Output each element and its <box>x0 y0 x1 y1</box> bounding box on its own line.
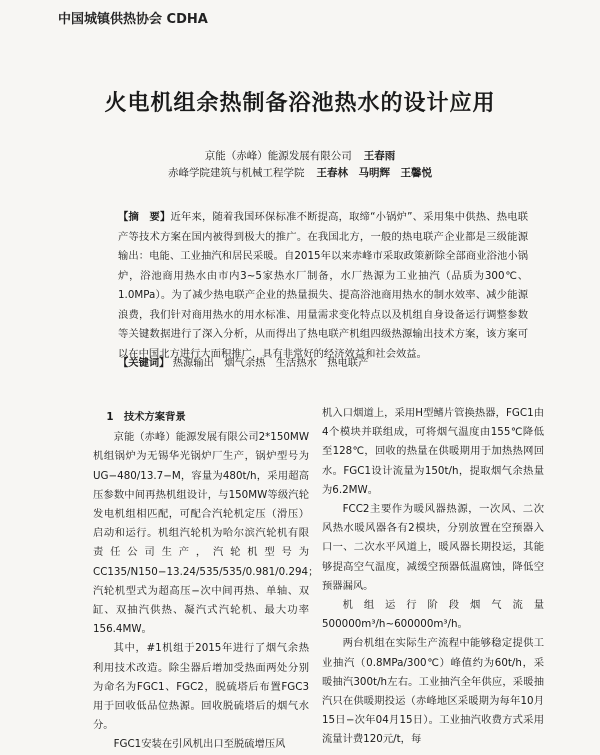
affiliation: 赤峰学院建筑与机械工程学院 <box>168 167 305 179</box>
author-block <box>0 148 600 182</box>
abstract-label: 【摘 要】 <box>118 211 171 223</box>
body-paragraph: FCC2主要作为暖风器热源，一次风、二次风热水暖风器各有2模块，分别放置在空预器入口一、二次水平风道上，暖风器长期投运，其能够提高空气温度，减缓空预器低温腐蚀，降低空预器漏风。 <box>322 503 544 592</box>
author-names: 王春林 马明辉 王馨悦 <box>316 167 432 179</box>
keywords-text: 热源输出 烟气余热 生活热水 热电联产 <box>172 357 369 369</box>
body-column-left <box>93 408 319 755</box>
author-names: 王春雨 <box>363 150 396 162</box>
body-paragraph: FGC1安装在引风机出口至脱硫增压风 <box>113 738 286 751</box>
body-paragraph: 机组运行阶段烟气流量500000m³/h~600000m³/h。 <box>322 599 544 631</box>
abstract-text: 近年来，随着我国环保标准不断提高，取缔“小锅炉”、采用集中供热、热电联产等技术方案在国内被得到极大的推广。在我国北方，一般的热电联产企业都是三级能源输出：电能、工业抽汽和居民采暖。自2015年以来赤峰市采取政策新除全部商业浴池小锅炉，浴池商用热水由市内3~5家热水厂制备，水厂热源为工业抽汽（品质为300℃、1.0MPa）。为了减少热电联产企业的热量损失、提高浴池商用热水的制水效率、减少能源浪费，我们针对商用热水的用水标准、用量需求变化特点以及机组自身设备运行调整参数等关键数据进行了深入分析，从而得出了热电联产机组四级热源输出技术方案，该方案可以在中国北方进行大面积推广，具有非常好的经济效益和社会效益。 <box>118 211 529 360</box>
author-line <box>0 165 600 182</box>
body-paragraph: 两台机组在实际生产流程中能够稳定提供工业抽汽（0.8MPa/300℃）峰值约为60t/h，采暖抽汽300t/h左右。工业抽汽全年供应，采暖抽汽只在供暖期投运（赤峰地区采暖期为每年10月15日−次年04月15日）。工业抽汽收费方式采用流量计费120元/t，每 <box>322 637 544 746</box>
abstract <box>118 208 528 364</box>
keywords <box>118 354 528 372</box>
author-line <box>0 148 600 165</box>
keywords-label: 【关键词】 <box>118 357 170 369</box>
body-paragraph: 京能（赤峰）能源发展有限公司2*150MW机组锅炉为无锡华光锅炉厂生产，锅炉型号为UG−480/13.7−M，容量为480t/h，采用超高压参数中间再热机组设计，与150MW等级汽轮发电机组相匹配，可配合汽轮机定压（滑压）启动和运行。机组汽轮机为哈尔滨汽轮机有限责任公司生产，汽轮机型号为CC135/N150−13.24/535/535/0.981/0.294；汽轮机型式为超高压−次中间再热、单轴、双缸、双抽汽供热、凝汽式汽轮机、最大功率156.4MW。 <box>93 431 319 636</box>
page-title: 火电机组余热制备浴池热水的设计应用 <box>104 90 496 116</box>
section-heading: 1 技术方案背景 <box>106 411 186 423</box>
body-paragraph: 其中，#1机组于2015年进行了烟气余热利用技术改造。除尘器后增加受热面两处分别为命名为FGC1、FGC2，脱硫塔后布置FGC3用于回收低品位热源。回收脱硫塔后的烟气水分。 <box>93 642 309 732</box>
journal-header: 中国城镇供热协会 CDHA <box>58 12 208 27</box>
affiliation: 京能（赤峰）能源发展有限公司 <box>204 150 352 162</box>
body-paragraph: 机入口烟道上，采用H型鳍片管换热器，FGC1由4个模块并联组成，可将烟气温度由155℃降低至128℃，回收的热量在供暖期用于加热热网回水。FGC1设计流量为150t/h，提取烟气余热量为6.2MW。 <box>322 407 544 496</box>
body-column-right <box>322 404 544 750</box>
